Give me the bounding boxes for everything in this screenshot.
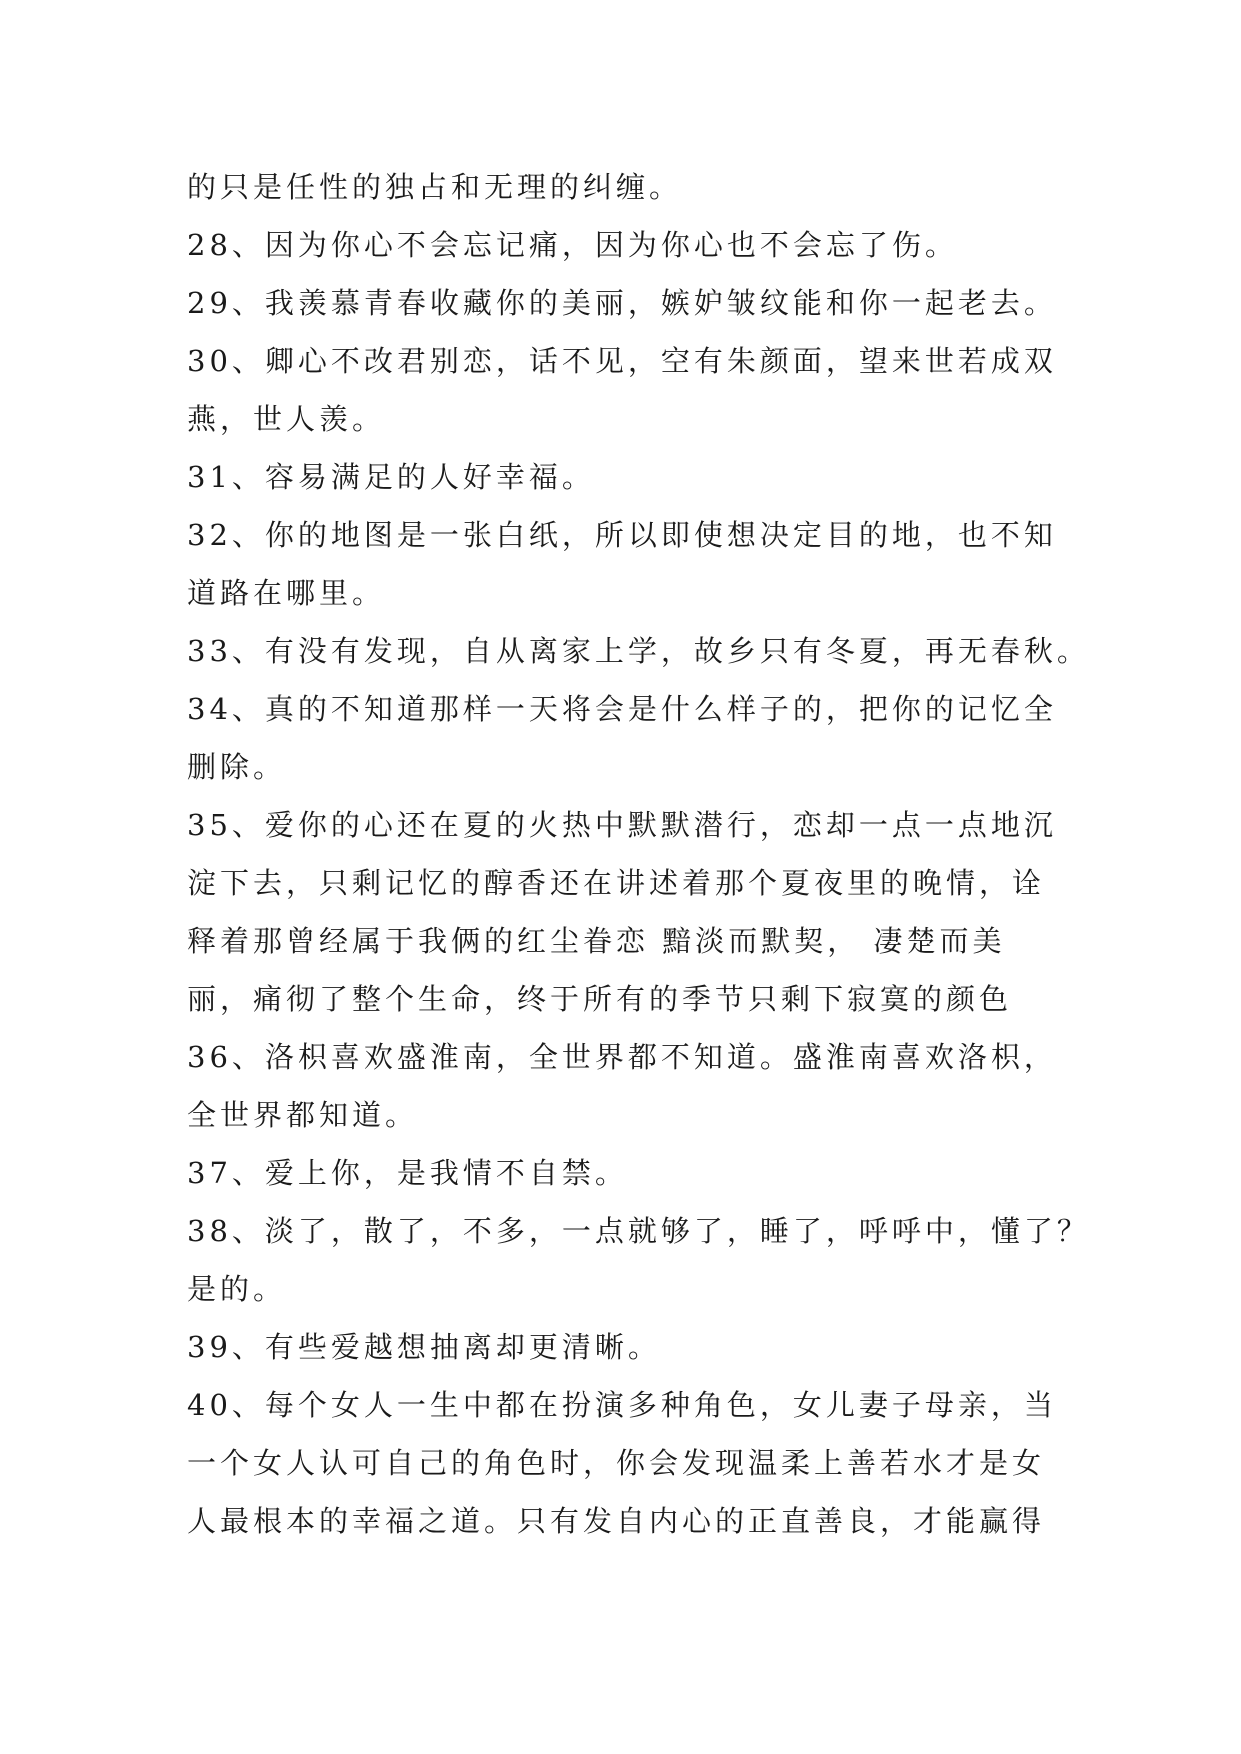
text-line: 丽，痛彻了整个生命，终于所有的季节只剩下寂寞的颜色	[187, 982, 1013, 1016]
text-line: 29、我羡慕青春收藏你的美丽，嫉妒皱纹能和你一起老去。	[187, 286, 1057, 320]
text-line: 35、爱你的心还在夏的火热中默默潜行，恋却一点一点地沉	[187, 808, 1057, 842]
text-line: 34、真的不知道那样一天将会是什么样子的，把你的记忆全	[187, 692, 1057, 726]
text-line: 道路在哪里。	[187, 576, 386, 610]
text-line: 释着那曾经属于我俩的红尘眷恋 黯淡而默契， 凄楚而美	[187, 924, 1006, 958]
text-line: 40、每个女人一生中都在扮演多种角色，女儿妻子母亲，当	[187, 1388, 1057, 1422]
text-line: 人最根本的幸福之道。只有发自内心的正直善良，才能赢得	[187, 1504, 1046, 1538]
text-line: 31、容易满足的人好幸福。	[187, 460, 595, 494]
text-line: 38、淡了，散了，不多，一点就够了，睡了，呼呼中，懂了？	[187, 1214, 1090, 1248]
text-line: 删除。	[187, 750, 287, 784]
text-line: 30、卿心不改君别恋，话不见，空有朱颜面，望来世若成双	[187, 344, 1057, 378]
text-line: 是的。	[187, 1272, 287, 1306]
text-line: 的只是任性的独占和无理的纠缠。	[187, 170, 683, 204]
text-line: 淀下去，只剩记忆的醇香还在讲述着那个夏夜里的晚情，诠	[187, 866, 1046, 900]
text-line: 32、你的地图是一张白纸，所以即使想决定目的地，也不知	[187, 518, 1057, 552]
text-line: 36、洛枳喜欢盛淮南，全世界都不知道。盛淮南喜欢洛枳，	[187, 1040, 1057, 1074]
text-line: 全世界都知道。	[187, 1098, 419, 1132]
text-line: 39、有些爱越想抽离却更清晰。	[187, 1330, 661, 1364]
text-line: 33、有没有发现，自从离家上学，故乡只有冬夏，再无春秋。	[187, 634, 1090, 668]
document-body	[187, 158, 1090, 1550]
text-line: 一个女人认可自己的角色时，你会发现温柔上善若水才是女	[187, 1446, 1046, 1480]
text-line: 燕，世人羡。	[187, 402, 386, 436]
text-line: 37、爱上你，是我情不自禁。	[187, 1156, 628, 1190]
text-line: 28、因为你心不会忘记痛，因为你心也不会忘了伤。	[187, 228, 958, 262]
